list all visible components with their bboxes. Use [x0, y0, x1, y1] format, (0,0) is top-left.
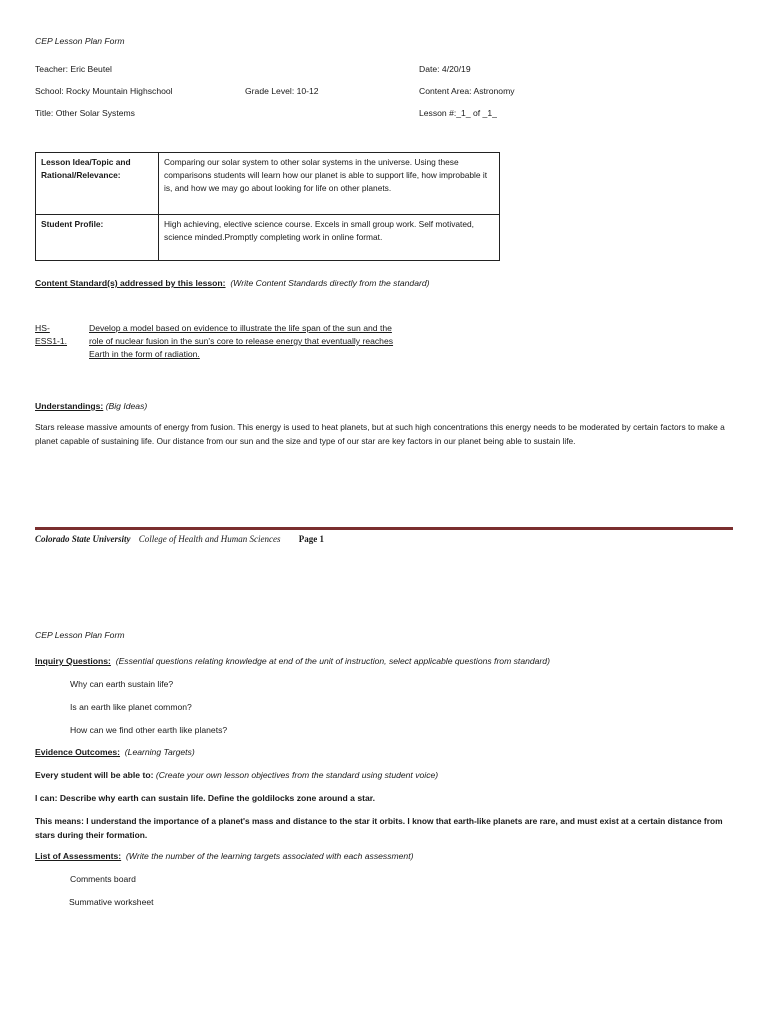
content-standard-label: Content Standard(s) addressed by this lesson:	[35, 278, 226, 288]
understandings-label: Understandings:	[35, 401, 104, 411]
lesson-title-field: Title: Other Solar Systems	[35, 108, 135, 118]
content-standard-note: (Write Content Standards directly from the standard)	[230, 278, 430, 288]
standard-text-line: role of nuclear fusion in the sun's core to release energy that eventually reaches	[89, 336, 394, 346]
evidence-heading	[35, 747, 195, 757]
date-field: Date: 4/20/19	[419, 64, 471, 74]
standard-text[interactable]	[89, 322, 393, 361]
footer-university: Colorado State University	[35, 534, 131, 544]
row-header-student-profile: Student Profile:	[36, 215, 159, 261]
inquiry-question: How can we find other earth like planets?	[70, 725, 228, 735]
assessments-label: List of Assessments:	[35, 851, 122, 861]
inquiry-question: Why can earth sustain life?	[70, 679, 174, 689]
footer-divider	[35, 527, 733, 530]
evidence-note: (Learning Targets)	[124, 747, 195, 757]
inquiry-label: Inquiry Questions:	[35, 656, 111, 666]
inquiry-note: (Essential questions relating knowledge at end of the unit of instruction, select applicable questions from standard)	[115, 656, 550, 666]
form-title-page2: CEP Lesson Plan Form	[35, 630, 125, 640]
every-student-line	[35, 770, 438, 780]
page-footer	[35, 534, 324, 544]
standard-code-line: HS-	[35, 323, 50, 333]
understandings-text: Stars release massive amounts of energy from fusion. This energy is used to heat planets, but at such high concentrations this energy needs to be moderated by certain factors to make a planet capable of sustaining life. Our distance from our sun and the size and type of our star are key factors in our planet being able to sustain life.	[35, 422, 725, 446]
footer-page-number: Page 1	[298, 534, 324, 544]
footer-college: College of Health and Human Sciences	[138, 534, 281, 544]
table-row	[36, 215, 500, 261]
every-student-label: Every student will be able to:	[35, 770, 154, 780]
teacher-field: Teacher: Eric Beutel	[35, 64, 112, 74]
content-standard-heading	[35, 278, 429, 288]
assessments-heading	[35, 851, 413, 861]
standard-text-line: Earth in the form of radiation.	[89, 349, 200, 359]
table-row	[36, 153, 500, 215]
understandings-heading	[35, 401, 147, 411]
inquiry-question: Is an earth like planet common?	[70, 702, 192, 712]
understandings-note: (Big Ideas)	[105, 401, 148, 411]
lesson-info-table	[35, 152, 500, 261]
assessment-item: Summative worksheet	[69, 897, 154, 907]
standard-code[interactable]	[35, 322, 67, 348]
every-student-note: (Create your own lesson objectives from the standard using student voice)	[155, 770, 439, 780]
this-means-statement: This means: I understand the importance of a planet's mass and distance to the star it orbits. I know that earth-like planets are rare, and must exist at a certain distance from stars during their formation.	[35, 816, 723, 840]
school-field: School: Rocky Mountain Highschool	[35, 86, 173, 96]
i-can-statement: I can: Describe why earth can sustain life. Define the goldilocks zone around a star.	[35, 793, 376, 803]
assessment-item: Comments board	[70, 874, 136, 884]
content-area-field: Content Area: Astronomy	[419, 86, 515, 96]
standard-text-line: Develop a model based on evidence to illustrate the life span of the sun and the	[89, 323, 392, 333]
assessments-note: (Write the number of the learning targets associated with each assessment)	[125, 851, 414, 861]
form-title: CEP Lesson Plan Form	[35, 36, 125, 46]
standard-code-line: ESS1-1.	[35, 336, 68, 346]
evidence-label: Evidence Outcomes:	[35, 747, 121, 757]
row-content-student-profile: High achieving, elective science course. Excels in small group work. Self motivated, science minded.Promptly completing work in online format.	[159, 215, 500, 261]
grade-level-field: Grade Level: 10-12	[245, 86, 319, 96]
lesson-number-field: Lesson #:_1_ of _1_	[419, 108, 497, 118]
row-content-lesson-idea: Comparing our solar system to other solar systems in the universe. Using these comparisons students will learn how our planet is able to support life, how improbable it is, and how we may go about looking for life on other planets.	[159, 153, 500, 215]
inquiry-heading	[35, 656, 550, 666]
row-header-lesson-idea: Lesson Idea/Topic and Rational/Relevance:	[36, 153, 159, 215]
